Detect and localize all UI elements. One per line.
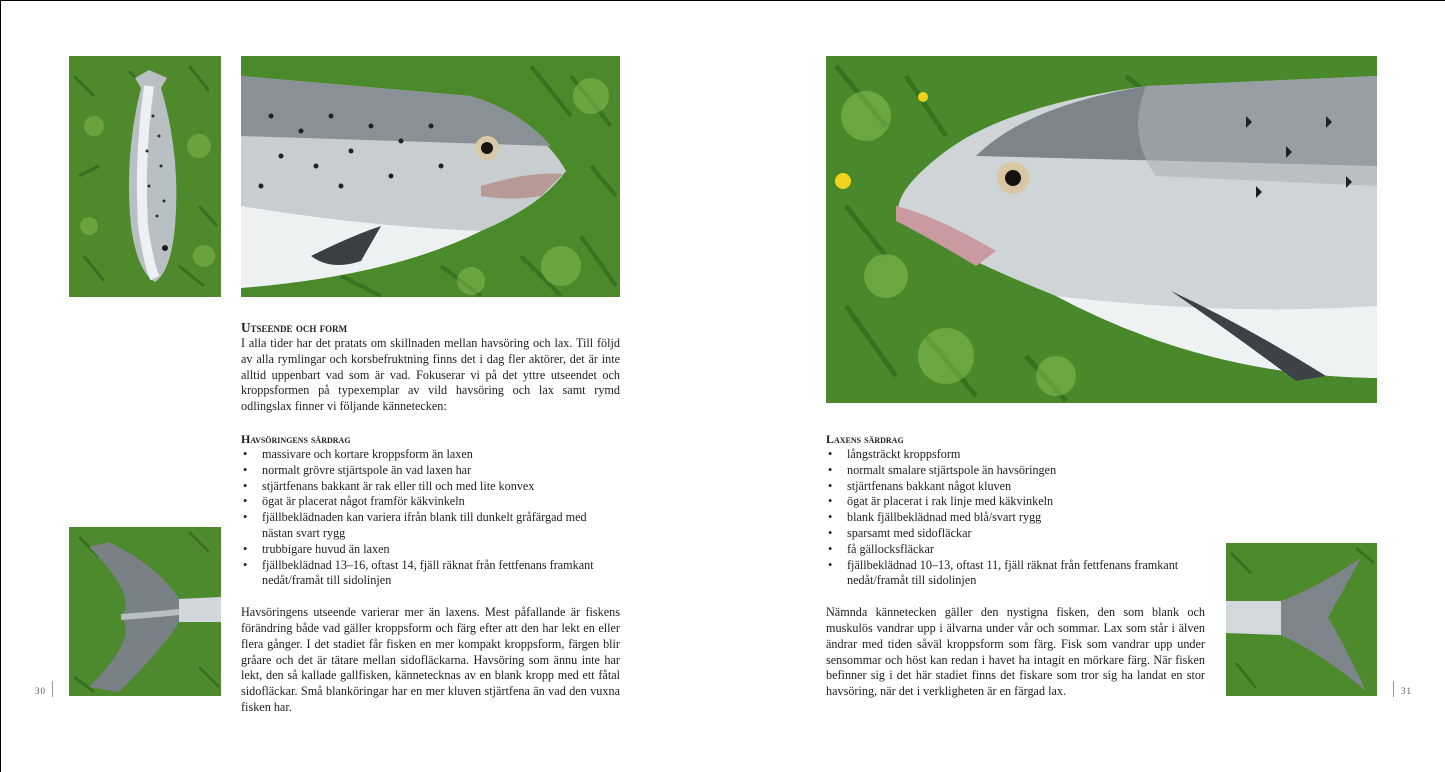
list-item: • stjärtfenans bakkant är rak eller till och med lite konvex [241,479,620,495]
list-item: • ögat är placerat något framför käkvinkeln [241,494,620,510]
list-item: • sparsamt med sidofläckar [826,526,1205,542]
salmon-traits-list [826,447,1205,589]
page-number-right: 31 [1401,686,1412,696]
list-item: • fjällbeklädnad 13–16, oftast 14, fjäll räknat från fettfenans framkant nedåt/framåt till sidolinjen [241,558,620,590]
list-item: • blank fjällbeklädnad med blå/svart rygg [826,510,1205,526]
body-paragraph: Nämnda kännetecken gäller den nystigna fisken, den som blank och muskulös vandrar upp i älvarna under vår och sommar. Lax som står i älven ändrar med tiden såväl kroppsform som färg. Fisk som vandrar upp under sensommar och höst kan redan i havet ha intagit en mörkare färg. När fisken befinner sig i det här stadiet finns det fiskare som tror sig ha landat en stor havsöring, när det i verkligheten är en färgad lax. [826,605,1205,699]
page-left-border [0,0,1,772]
list-item: • ögat är placerat i rak linje med käkvinkeln [826,494,1205,510]
photo-salmon-head [826,56,1377,403]
sea-trout-traits-list [241,447,620,589]
page-top-border [0,0,1445,1]
list-item: • långsträckt kroppsform [826,447,1205,463]
list-item: • få gällocksfläckar [826,542,1205,558]
list-item: • normalt smalare stjärtspole än havsöringen [826,463,1205,479]
list-item: • fjällbeklädnad 10–13, oftast 11, fjäll räknat från fettfenans framkant nedåt/framåt till sidolinjen [826,558,1205,590]
photo-sea-trout-head [241,56,620,297]
list-item: • normalt grövre stjärtspole än vad laxen har [241,463,620,479]
photo-salmon-tail [1226,543,1377,696]
left-page-text [241,320,620,716]
sea-trout-traits-heading: Havsöringens särdrag [241,431,351,446]
section-heading: Utseende och form [241,320,348,335]
photo-sea-trout-tail [69,527,221,696]
folio-divider-left [52,681,53,697]
photo-sea-trout-whole [69,56,221,297]
list-item: • massivare och kortare kroppsform än laxen [241,447,620,463]
list-item: • trubbigare huvud än laxen [241,542,620,558]
salmon-traits-heading: Laxens särdrag [826,432,904,446]
body-paragraph: Havsöringens utseende varierar mer än laxens. Mest påfallande är fiskens förändring både vad gäller kroppsform och färg efter att den har lekt en eller flera gånger. I det stadiet får fisken en mer kompakt kroppsform, färgen blir gråare och det är tätare mellan sidofläckarna. Havsöring som ännu inte har lekt, den så kallade gallfisken, kännetecknas av en blank kropp med ett fåtal sidofläckar. Små blanköringar har en mer kluven stjärtfena än vad den vuxna fisken har. [241,605,620,714]
list-item: • stjärtfenans bakkant något kluven [826,479,1205,495]
list-item: • fjällbeklädnaden kan variera ifrån blank till dunkelt gråfärgad med nästan svart rygg [241,510,620,542]
intro-paragraph: I alla tider har det pratats om skillnaden mellan havsöring och lax. Till följd av alla rymlingar och korsbefruktning finns det i dag fler aktörer, det är inte alltid uppenbart vad som är vad. Fokuserar vi på det yttre utseendet och kroppsformen på typexemplar av vild havsöring och lax samt rymd odlingslax finner vi följande kännetecken: [241,336,620,414]
right-page-text [826,431,1205,700]
folio-divider-right [1393,681,1394,697]
page-number-left: 30 [35,686,46,696]
